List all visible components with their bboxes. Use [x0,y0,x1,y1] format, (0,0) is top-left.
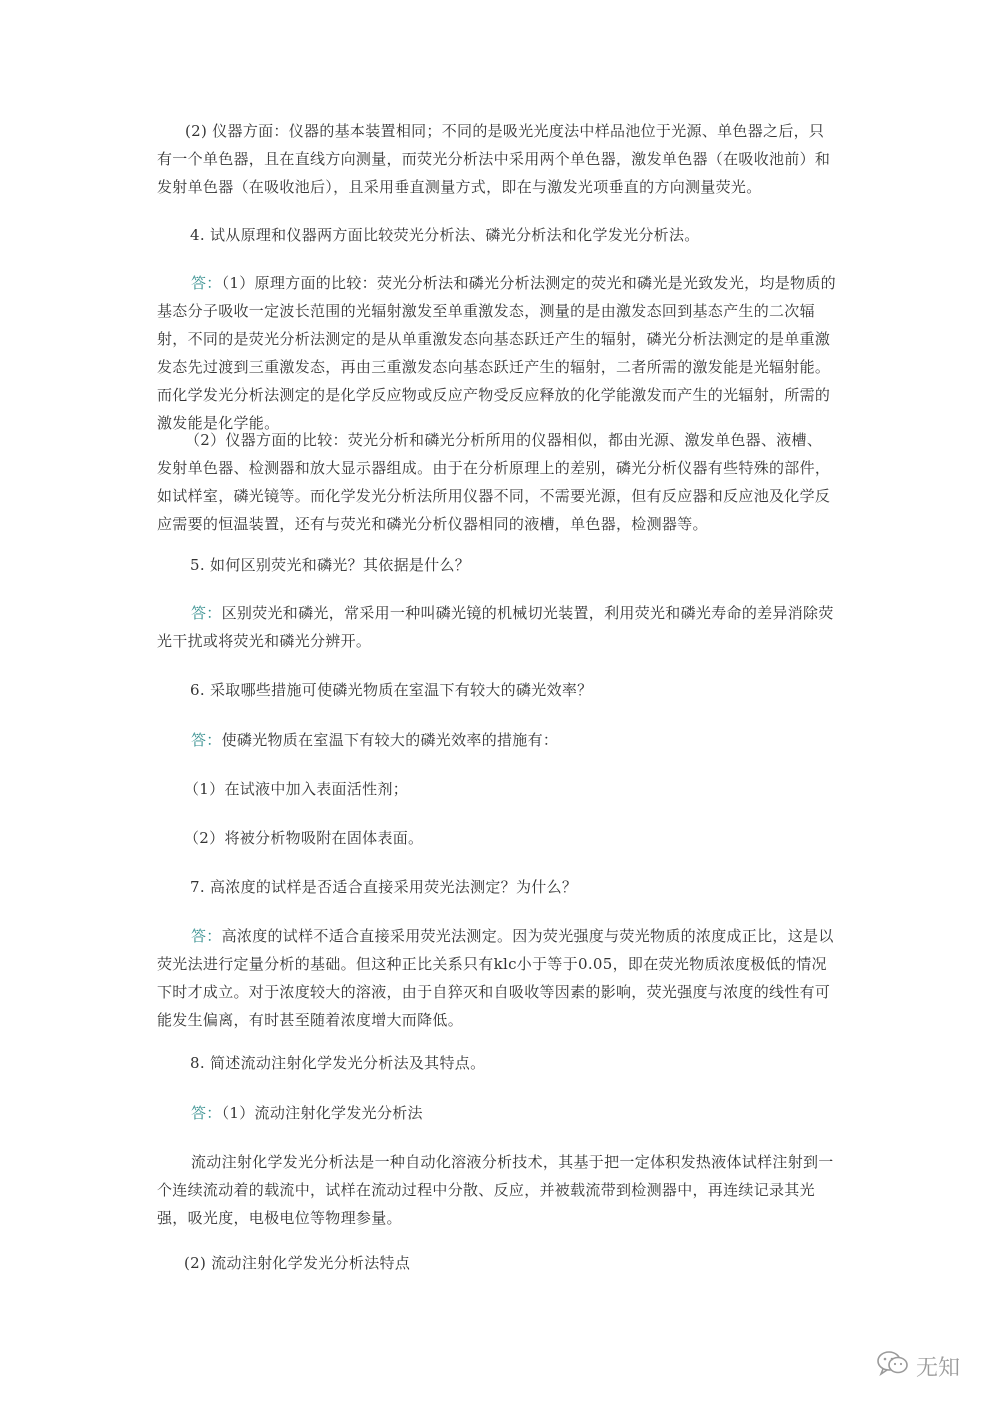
question-5: 5. 如何区别荧光和磷光？其依据是什么？ [190,556,471,574]
watermark-text: 无知 [915,1355,960,1381]
answer-7-text: 高浓度的试样不适合直接采用荧光法测定。因为荧光强度与荧光物质的浓度成正比，这是以荧光法进行定量分析的基础。但这种正比关系只有klc小于等于0.05，即在荧光物质浓度极低的情况下时才成立。对于浓度较大的溶液，由于自猝灭和自吸收等因素的影响，荧光强度与浓度的线性有可能发生偏离，有时甚至随着浓度增大而降低。 [157,927,834,1029]
answer-4 [157,269,837,437]
answer-8-part-2: (2) 流动注射化学发光分析法特点 [184,1254,411,1272]
answer-7 [157,922,837,1034]
question-4: 4. 试从原理和仪器两方面比较荧光分析法、磷光分析法和化学发光分析法。 [190,226,700,244]
answer-5-text: 区别荧光和磷光，常采用一种叫磷光镜的机械切光装置，利用荧光和磷光寿命的差异消除荧光干扰或将荧光和磷光分辨开。 [157,604,834,650]
answer-label: 答： [191,604,222,622]
answer-4-text: （1）原理方面的比较：荧光分析法和磷光分析法测定的荧光和磷光是光致发光，均是物质的基态分子吸收一定波长范围的光辐射激发至单重激发态，测量的是由激发态回到基态产生的二次辐射，不同的是荧光分析法测定的是从单重激发态向基态跃迁产生的辐射，磷光分析法测定的是单重激发态先过渡到三重激发态，再由三重激发态向基态跃迁产生的辐射，二者所需的激发能是光辐射能。而化学发光分析法测定的是化学反应物或反应产物受反应释放的化学能激发而产生的光辐射，所需的激发能是化学能。 [157,274,836,432]
question-7: 7. 高浓度的试样是否适合直接采用荧光法测定？为什么？ [190,878,578,896]
watermark [876,1348,960,1384]
answer-label: 答： [191,731,222,749]
answer-label: 答： [191,1104,222,1122]
answer-4-part-2: （2）仪器方面的比较：荧光分析和磷光分析所用的仪器相似，都由光源、激发单色器、液槽、发射单色器、检测器和放大显示器组成。由于在分析原理上的差别，磷光分析仪器有些特殊的部件，如试样室，磷光镜等。而化学发光分析法所用仪器不同，不需要光源，但有反应器和反应池及化学反应需要的恒温装置，还有与荧光和磷光分析仪器相同的液槽，单色器，检测器等。 [157,431,831,533]
paragraph-instrument-comparison: (2) 仪器方面：仪器的基本装置相同；不同的是吸光光度法中样品池位于光源、单色器之后，只有一个单色器，且在直线方向测量，而荧光分析法中采用两个单色器，激发单色器（在吸收池前）和发射单色器（在吸收池后），且采用垂直测量方式，即在与激发光项垂直的方向测量荧光。 [157,122,831,196]
answer-label: 答： [191,274,222,292]
answer-label: 答： [191,927,222,945]
answer-8-paragraph: 流动注射化学发光分析法是一种自动化溶液分析技术，其基于把一定体积发热液体试样注射到一个连续流动着的载流中，试样在流动过程中分散、反应，并被载流带到检测器中，再连续记录其光强，吸光度，电极电位等物理参量。 [157,1153,834,1227]
wechat-icon [876,1349,916,1383]
question-8: 8. 简述流动注射化学发光分析法及其特点。 [190,1054,486,1072]
question-6: 6. 采取哪些措施可使磷光物质在室温下有较大的磷光效率？ [190,681,593,699]
answer-8 [157,1099,837,1127]
answer-6 [157,726,837,754]
answer-5 [157,599,837,655]
answer-6-item-2: （2）将被分析物吸附在固体表面。 [184,829,424,847]
answer-8-text: （1）流动注射化学发光分析法 [221,1104,423,1122]
answer-6-item-1: （1）在试液中加入表面活性剂； [184,780,409,798]
answer-6-text: 使磷光物质在室温下有较大的磷光效率的措施有： [221,731,559,749]
